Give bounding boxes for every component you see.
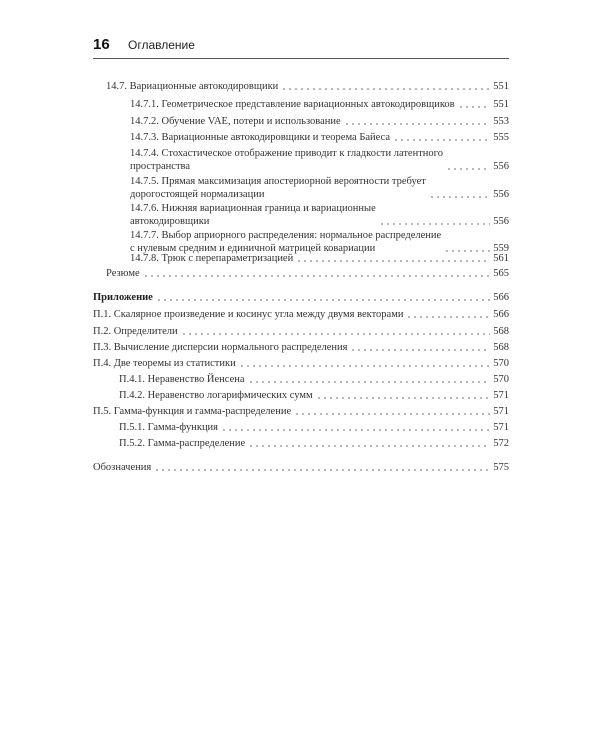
toc-entry-title: 14.7.7. Выбор априорного распределения: нормальное распределение — [130, 230, 442, 241]
toc-entry[interactable] — [93, 291, 509, 304]
toc-entry-page: 553 — [493, 116, 509, 127]
leader-dots — [393, 139, 490, 141]
toc-entry-page: 575 — [493, 462, 509, 473]
running-title: Оглавление — [128, 38, 195, 52]
toc-entry-title: П.1. Скалярное произведение и косинус угла между двумя векторами — [93, 309, 404, 320]
toc-entry-page: 571 — [493, 390, 509, 401]
leader-dots — [379, 223, 490, 225]
toc-entry-title: П.4.1. Неравенство Йенсена — [119, 374, 245, 385]
toc-entry-title: П.3. Вычисление дисперсии нормального распределения — [93, 342, 348, 353]
leader-dots — [181, 333, 491, 335]
toc-entry-title: 14.7.4. Стохастическое отображение приводит к гладкости латентного — [130, 148, 443, 159]
toc-entry-lines — [130, 147, 443, 173]
toc-entry-title: 14.7.1. Геометрическое представление вариационных автокодировщиков — [130, 99, 455, 110]
toc-entry[interactable] — [93, 325, 509, 338]
toc-entry-page: 568 — [493, 342, 509, 353]
toc-entry-title: 14.7.5. Прямая максимизация апостериорной вероятности требует — [130, 176, 426, 187]
toc-entry-title-cont: дорогостоящей нормализации — [130, 189, 265, 200]
toc-entry[interactable] — [130, 147, 509, 173]
leader-dots — [350, 349, 490, 351]
toc-entry[interactable] — [130, 131, 509, 144]
toc-entry-title: 14.7.2. Обучение VAE, потери и использование — [130, 116, 341, 127]
toc-entry-page: 565 — [493, 268, 509, 279]
toc-entry-page: 572 — [493, 438, 509, 449]
toc-entry-page: 556 — [493, 216, 509, 227]
toc-entry-page: 570 — [493, 374, 509, 385]
toc-entry-title: Резюме — [106, 268, 140, 279]
leader-dots — [406, 316, 490, 318]
toc-entry[interactable] — [119, 421, 509, 434]
toc-entry-title: Приложение — [93, 292, 153, 303]
toc-entry-title: Обозначения — [93, 462, 152, 473]
toc-entry-title: 14.7.3. Вариационные автокодировщики и теорема Байеса — [130, 132, 390, 143]
toc-entry[interactable] — [119, 373, 509, 386]
toc-entry-title: 14.7.8. Трюк с перепараметризацией — [130, 253, 294, 264]
toc-entry-title: 14.7. Вариационные автокодировщики — [106, 81, 279, 92]
leader-dots — [446, 168, 490, 170]
toc-entry-page: 571 — [493, 406, 509, 417]
toc-entry[interactable] — [106, 267, 509, 280]
leader-dots — [429, 196, 490, 198]
toc-entry[interactable] — [130, 98, 509, 111]
toc-entry-title-cont: пространства — [130, 161, 191, 172]
leader-dots — [296, 260, 490, 262]
leader-dots — [248, 381, 491, 383]
toc-entry[interactable] — [93, 461, 509, 474]
leader-dots — [221, 429, 490, 431]
running-header — [93, 36, 509, 59]
toc-entry-title: П.5. Гамма-функция и гамма-распределение — [93, 406, 292, 417]
toc-entry[interactable] — [130, 175, 509, 201]
page-number: 16 — [93, 36, 110, 53]
toc-entry-page: 559 — [493, 243, 509, 254]
toc-entry-title: П.5.1. Гамма-функция — [119, 422, 219, 433]
toc-entry-title: П.4.2. Неравенство логарифмических сумм — [119, 390, 313, 401]
toc-entry-title: П.2. Определители — [93, 326, 178, 337]
toc-entry[interactable] — [119, 389, 509, 402]
leader-dots — [294, 413, 490, 415]
leader-dots — [143, 275, 491, 277]
toc-entry[interactable] — [93, 357, 509, 370]
toc-entry[interactable] — [119, 437, 509, 450]
leader-dots — [281, 88, 490, 90]
toc-entry-title: 14.7.6. Нижняя вариационная граница и вариационные — [130, 203, 376, 214]
toc-entry[interactable] — [93, 308, 509, 321]
toc-entry-page: 566 — [493, 292, 509, 303]
toc-entry[interactable] — [93, 341, 509, 354]
leader-dots — [239, 365, 491, 367]
toc-entry-lines — [130, 175, 426, 201]
leader-dots — [248, 445, 490, 447]
toc-entry-title-cont: с нулевым средним и единичной матрицей ковариации — [130, 243, 376, 254]
toc-entry-page: 556 — [493, 189, 509, 200]
toc-entry-lines — [130, 202, 376, 228]
toc-entry[interactable] — [130, 252, 509, 265]
toc-entry[interactable] — [93, 405, 509, 418]
toc-entry-title: П.4. Две теоремы из статистики — [93, 358, 236, 369]
toc-entry-page: 568 — [493, 326, 509, 337]
leader-dots — [156, 299, 490, 301]
toc-entry[interactable] — [130, 115, 509, 128]
toc-entry[interactable] — [106, 80, 509, 93]
toc-entry-page: 556 — [493, 161, 509, 172]
toc-entry-page: 555 — [493, 132, 509, 143]
toc-entry-page: 551 — [493, 99, 509, 110]
leader-dots — [458, 106, 491, 108]
toc-entry-title: П.5.2. Гамма-распределение — [119, 438, 246, 449]
leader-dots — [316, 397, 491, 399]
toc-entry-page: 570 — [493, 358, 509, 369]
toc-entry-page: 571 — [493, 422, 509, 433]
toc-entry-page: 551 — [493, 81, 509, 92]
leader-dots — [154, 469, 490, 471]
toc-entry-page: 561 — [493, 253, 509, 264]
leader-dots — [344, 123, 491, 125]
toc-entry[interactable] — [130, 202, 509, 228]
toc-entry-page: 566 — [493, 309, 509, 320]
toc-entry-title-cont: автокодировщики — [130, 216, 210, 227]
